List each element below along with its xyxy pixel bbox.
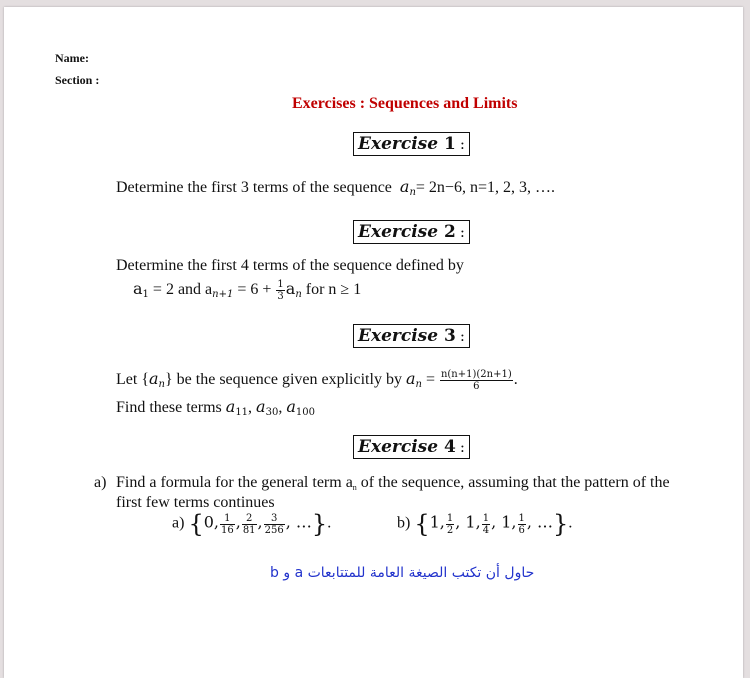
arabic-hint-note: حاول أن تكتب الصيغة العامة للمتتابعات a و b	[270, 565, 535, 581]
exercise-number: 1	[443, 134, 456, 154]
fraction: $\frac{n(n+1)(2n+1)}{6}$	[440, 369, 512, 392]
exercise-4-text-line1: Find a formula for the general term $a_n$ of the sequence, assuming that the pattern of the	[116, 474, 670, 492]
exercise-3-text: Let $\{a_n\}$ be the sequence given explicitly by $a_n$ = $\frac{n(n+1)(2n+1)}{6}$ .	[116, 369, 518, 392]
exercise-4-heading: Exercise 4 :	[353, 435, 470, 459]
sequence-b: b) {1, $\frac{1}{2}$ , 1, $\frac{1}{4}$ , 1, $\frac{1}{6}$ , …}.	[397, 510, 573, 538]
exercise-2-text: Determine the first 4 terms of the sequence defined by	[116, 257, 464, 274]
sequence-a: a) {0, $\frac{1}{16}$ , $\frac{2}{81}$ , $\frac{3}{256}$ , …}.	[172, 510, 332, 538]
exercise-2-heading: Exercise 2 :	[353, 220, 470, 244]
exercise-word: Exercise	[358, 134, 439, 154]
exercise-3-terms: Find these terms $a_{11}$, $a_{30}$, $a_{100}$	[116, 397, 315, 418]
page-title: Exercises : Sequences and Limits	[292, 95, 518, 112]
fraction: $\frac{1}{3}$	[277, 279, 284, 302]
document-page	[4, 7, 743, 678]
exercise-3-heading: Exercise 3 :	[353, 324, 470, 348]
exercise-1-text: Determine the first 3 terms of the sequence $a_n= 2n-6$, n=1, 2, 3, ….	[116, 177, 555, 198]
exercise-4-item-label: a)	[94, 474, 107, 491]
exercise-4-text-line2: first few terms continues	[116, 494, 275, 511]
exercise-1-heading: Exercise 1 :	[353, 132, 470, 156]
name-label: Name:	[55, 51, 89, 65]
section-label: Section :	[55, 73, 100, 87]
exercise-2-formula: $a_1 = 2$ and $a_{n+1} = 6$ + $\frac{1}{3}$ $a_n$ for n ≥ 1	[133, 279, 362, 302]
